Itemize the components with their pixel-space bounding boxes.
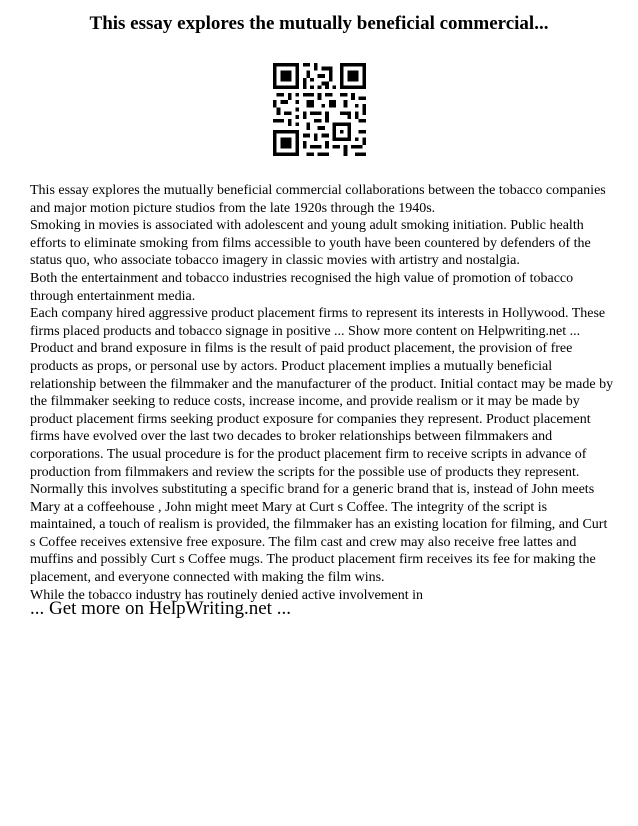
essay-body	[30, 182, 615, 604]
qr-code-icon[interactable]	[273, 63, 366, 156]
essay-paragraph-3: Both the entertainment and tobacco industries recognised the high value of promotion of tobacco through entertainment media.	[30, 270, 574, 304]
essay-paragraph-2: Smoking in movies is associated with adolescent and young adult smoking initiation. Public health efforts to eliminate smoking from films accessible to youth have been countered by defenders of the status quo, who associate tobacco imagery in classic movies with artistry and nostalgia.	[30, 218, 591, 269]
document-title: This essay explores the mutually beneficial commercial...	[89, 13, 549, 34]
essay-paragraph-1: This essay explores the mutually beneficial commercial collaborations between the tobacco companies and major motion picture studios from the late 1920s through the 1940s.	[30, 183, 606, 216]
essay-paragraph-5: While the tobacco industry has routinely denied active involvement in	[30, 587, 424, 603]
get-more-link[interactable]: ... Get more on HelpWriting.net ...	[30, 598, 291, 619]
essay-paragraph-4: Each company hired aggressive product placement firms to represent its interests in Hollywood. These firms placed products and tobacco signage in positive ... Show more content on Helpwriting.net ... Product and brand exposure in films is the result of paid product placement, the provision of free products as props, or personal use by actors. Product placement implies a mutually beneficial relationship between the filmmaker and the manufacturer of the product. Initial contact may be made by the filmmaker seeking to reduce costs, increase income, and provide realism or it may be made by product placement firms seeking product exposure for companies they represent. Product placement firms have evolved over the last two decades to broker relationships between filmmakers and corporations. The usual procedure is for the product placement firm to receive scripts in advance of production from filmmakers and review the scripts for the possible use of products they represent. Normally this involves substituting a specific brand for a generic brand that is, instead of John meets Mary at a coffeehouse , John might meet Mary at Curt s Coffee. The integrity of the script is maintained, a touch of realism is provided, the filmmaker has an existing location for filming, and Curt s Coffee receives extensive free exposure. The film cast and crew may also receive free lattes and muffins and possibly Curt s Coffee mugs. The product placement firm receives its fee for making the placement, and everyone connected with making the film wins.	[30, 306, 614, 586]
